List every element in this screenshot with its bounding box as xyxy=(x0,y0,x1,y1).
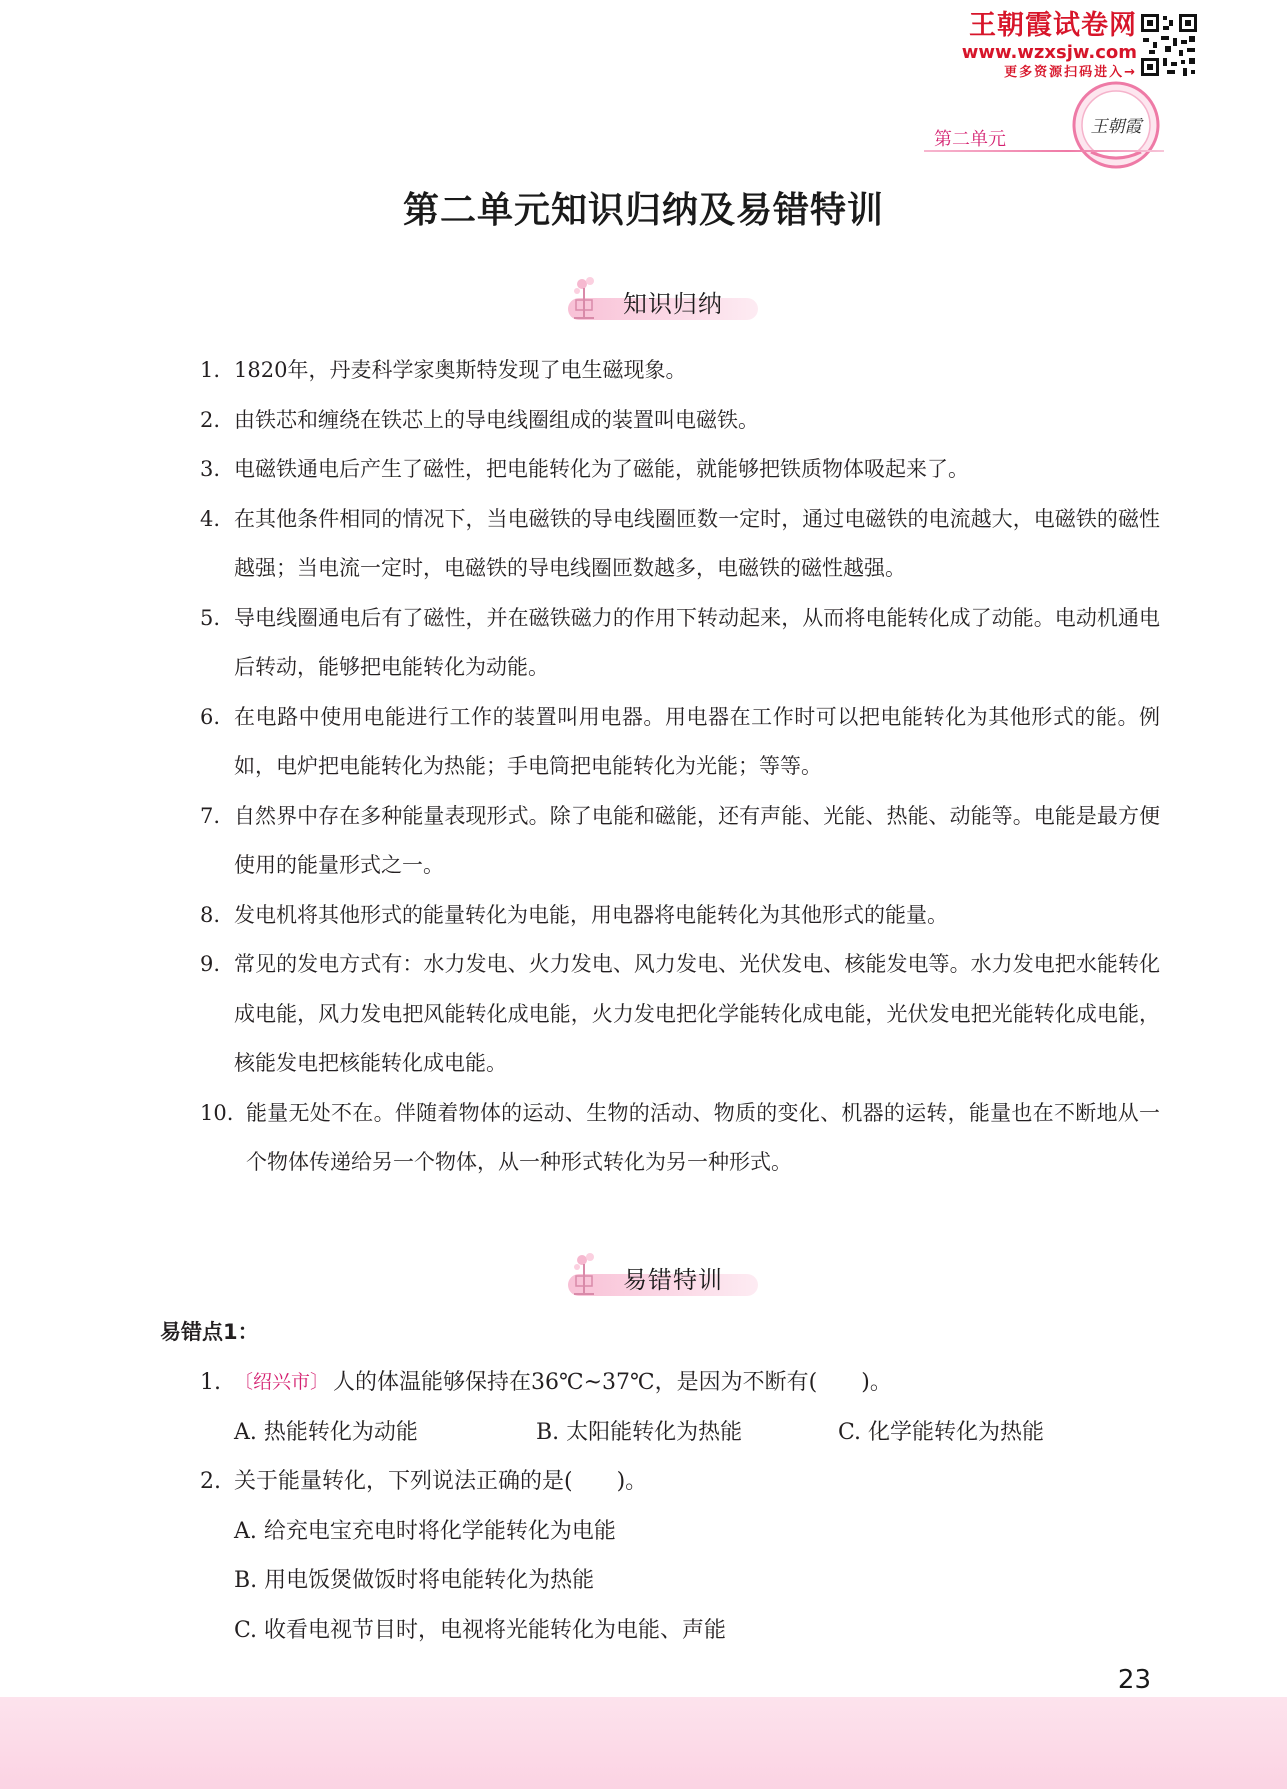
page-number: 23 xyxy=(1117,1665,1151,1695)
question-text: 关于能量转化，下列说法正确的是( )。 xyxy=(234,1469,648,1494)
item-number: 2. xyxy=(200,407,221,432)
unit-divider xyxy=(924,150,1164,152)
section-header-knowledge xyxy=(560,274,760,324)
item-text: 导电线圈通电后有了磁性，并在磁铁磁力的作用下转动起来，从而将电能转化成了动能。电动机通电后转动，能够把电能转化为动能。 xyxy=(234,605,1160,679)
item-number: 6. xyxy=(200,704,221,729)
option-c[interactable]: C. 收看电视节目时，电视将光能转化为电能、声能 xyxy=(234,1617,727,1643)
option-row xyxy=(200,1408,1160,1458)
list-item xyxy=(200,594,1160,693)
item-text: 在电路中使用电能进行工作的装置叫用电器。用电器在工作时可以把电能转化为其他形式的能。例如，电炉把电能转化为热能；手电筒把电能转化为光能；等等。 xyxy=(234,704,1160,778)
item-text: 在其他条件相同的情况下，当电磁铁的导电线圈匝数一定时，通过电磁铁的电流越大，电磁铁的磁性越强；当电流一定时，电磁铁的导电线圈匝数越多，电磁铁的磁性越强。 xyxy=(234,506,1160,580)
question-stem xyxy=(200,1457,1160,1507)
item-text: 由铁芯和缠绕在铁芯上的导电线圈组成的装置叫电磁铁。 xyxy=(234,407,759,432)
knowledge-list xyxy=(200,346,1160,1188)
item-text: 能量无处不在。伴随着物体的运动、生物的活动、物质的变化、机器的运转，能量也在不断地从一个物体传递给另一个物体，从一种形式转化为另一种形式。 xyxy=(246,1100,1160,1174)
list-item xyxy=(200,495,1160,594)
option-a[interactable]: A. 给充电宝充电时将化学能转化为电能 xyxy=(234,1518,616,1544)
option-a[interactable]: A. 热能转化为动能 xyxy=(234,1419,418,1445)
publisher-branding xyxy=(962,10,1137,82)
flower-stand-icon xyxy=(560,274,620,324)
item-number: 9. xyxy=(200,952,221,976)
list-item xyxy=(200,1089,1160,1188)
option-c[interactable]: C. 化学能转化为热能 xyxy=(838,1419,1045,1445)
unit-label: 第二单元 xyxy=(934,129,1006,150)
page-title: 第二单元知识归纳及易错特训 xyxy=(402,190,884,231)
section-header-errors xyxy=(560,1250,760,1300)
list-item xyxy=(200,445,1160,495)
item-number: 10. xyxy=(200,1100,234,1125)
question-number: 1. xyxy=(200,1370,221,1395)
item-text: 常见的发电方式有：水力发电、火力发电、风力发电、光伏发电、核能发电等。水力发电把水能转化成电能，风力发电把风能转化成电能，火力发电把化学能转化成电能，光伏发电把光能转化成电能，核能发电把核能转化成电能。 xyxy=(234,952,1160,1075)
error-point-heading: 易错点1： xyxy=(160,1320,259,1344)
item-number: 7. xyxy=(200,803,221,828)
brand-subtitle: 更多资源扫码进入→ xyxy=(1004,65,1137,80)
option-b[interactable]: B. 太阳能转化为热能 xyxy=(536,1419,743,1445)
option-b[interactable]: B. 用电饭煲做饭时将电能转化为热能 xyxy=(234,1568,595,1593)
list-item xyxy=(200,693,1160,792)
list-item xyxy=(200,891,1160,941)
item-number: 4. xyxy=(200,506,221,531)
brand-seal-icon xyxy=(1071,80,1161,170)
brand-url[interactable]: www.wzxsjw.com xyxy=(961,42,1137,63)
question-source-tag: 〔绍兴市〕 xyxy=(234,1371,330,1393)
list-item xyxy=(200,346,1160,396)
flower-stand-icon xyxy=(560,1250,620,1300)
item-number: 8. xyxy=(200,902,221,927)
footer-band xyxy=(0,1697,1287,1789)
qr-code-icon[interactable] xyxy=(1139,12,1199,78)
list-item xyxy=(200,792,1160,891)
svg-text:王朝霞: 王朝霞 xyxy=(1090,117,1142,137)
section-title-knowledge: 知识归纳 xyxy=(623,290,723,318)
item-text: 电磁铁通电后产生了磁性，把电能转化为了磁能，就能够把铁质物体吸起来了。 xyxy=(234,457,969,481)
question-text: 人的体温能够保持在36℃~37℃，是因为不断有( )。 xyxy=(333,1370,892,1395)
item-number: 5. xyxy=(200,605,221,630)
question-number: 2. xyxy=(200,1469,221,1494)
question-stem xyxy=(200,1358,1160,1408)
item-number: 1. xyxy=(200,358,221,382)
item-text: 自然界中存在多种能量表现形式。除了电能和磁能，还有声能、光能、热能、动能等。电能是最方便使用的能量形式之一。 xyxy=(234,803,1160,877)
section-title-errors: 易错特训 xyxy=(623,1266,723,1294)
question-list xyxy=(200,1358,1160,1655)
item-number: 3. xyxy=(200,457,221,481)
list-item xyxy=(200,396,1160,446)
item-text: 1820年，丹麦科学家奥斯特发现了电生磁现象。 xyxy=(234,358,687,382)
brand-name: 王朝霞试卷网 xyxy=(969,10,1137,41)
list-item xyxy=(200,940,1160,1089)
item-text: 发电机将其他形式的能量转化为电能，用电器将电能转化为其他形式的能量。 xyxy=(234,902,948,927)
